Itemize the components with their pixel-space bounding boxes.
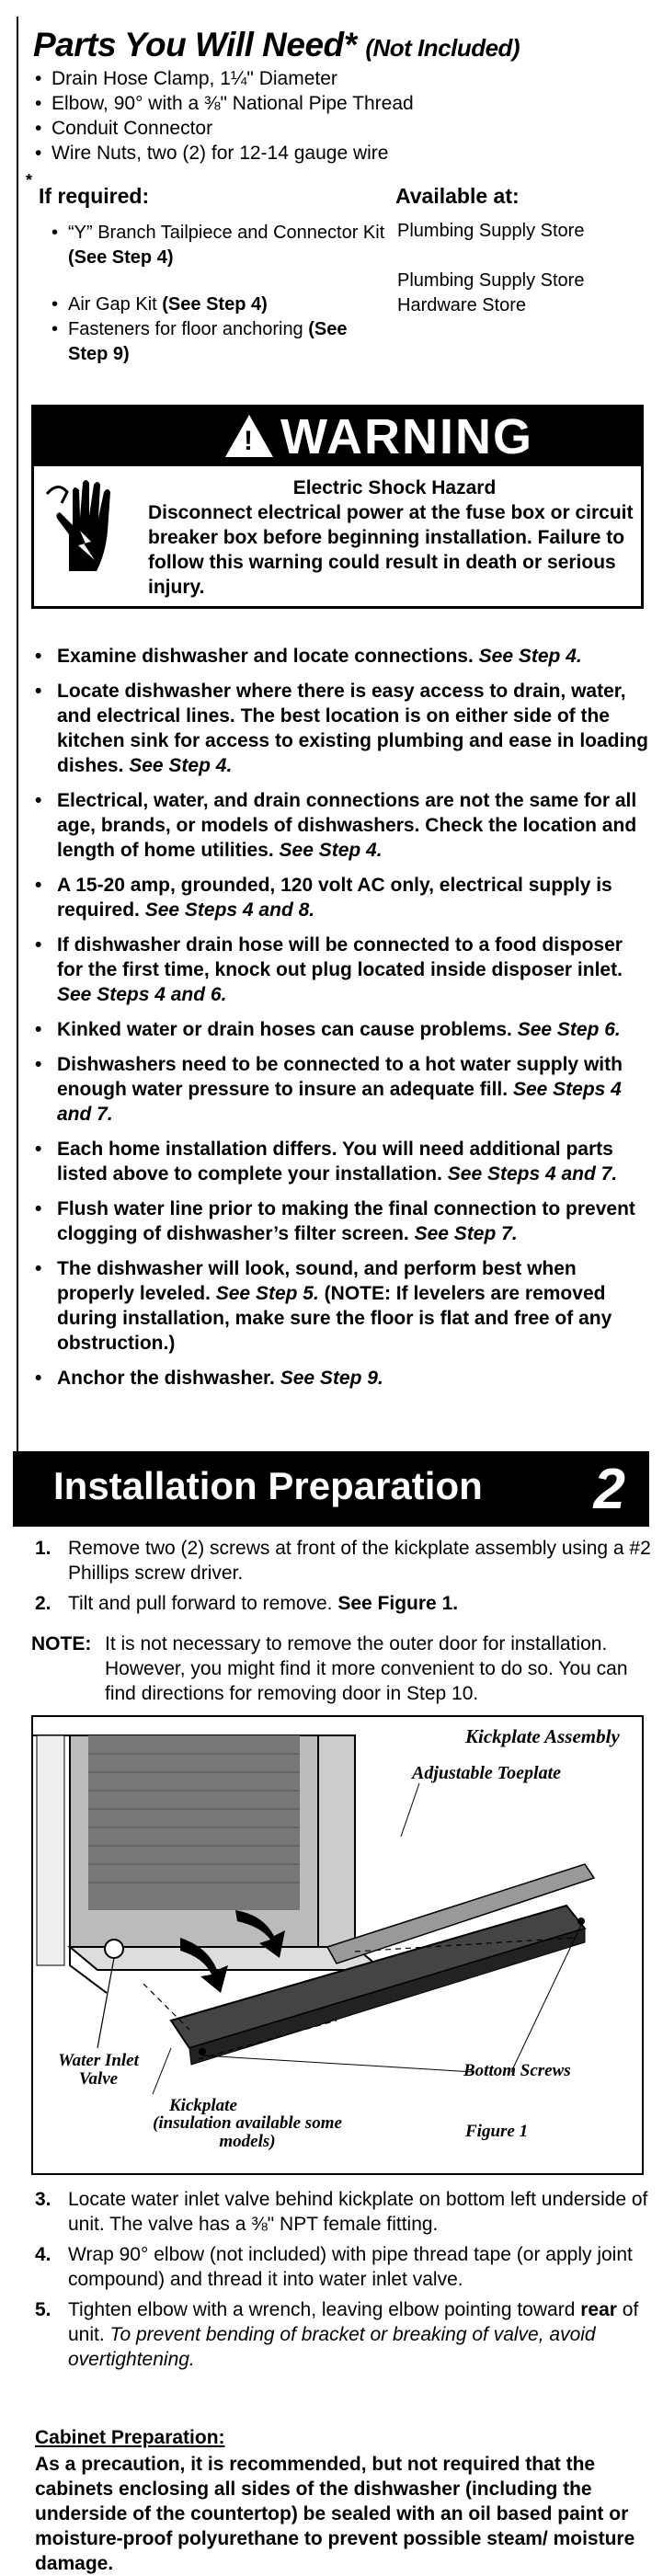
electric-shock-hand-icon: [41, 475, 133, 577]
cabinet-text: As a precaution, it is recommended, but not required that the cabinets enclosing all sides of the dishwasher (including the underside of the countertop) be sealed with an oil based paint or moisture-proof polyurethane to prevent possible steam/ moisture damage.: [35, 2454, 635, 2574]
step-number: 2.: [35, 1593, 51, 1614]
step-emphasis: rear: [580, 2299, 617, 2320]
parts-title-suffix: (Not Included): [365, 34, 520, 62]
prep-step: [31, 2242, 653, 2292]
checklist-text: Kinked water or drain hoses can cause problems.: [57, 1019, 512, 1040]
store-label: Hardware Store: [397, 295, 527, 315]
step-reference: See Steps 4 and 6.: [57, 984, 227, 1005]
step-reference: See Step 5.: [215, 1283, 319, 1304]
step-reference: See Steps 4 and 7.: [447, 1163, 618, 1185]
section-number: 2: [593, 1458, 625, 1521]
parts-title-text: Parts You Will Need*: [33, 26, 357, 63]
asterisk-mark: *: [26, 171, 33, 189]
checklist-item: [31, 1017, 653, 1042]
checklist-text: Each home installation differs. You will need additional parts listed above to complete your installation.: [57, 1139, 613, 1185]
step-number: 3.: [35, 2189, 51, 2210]
prep-step: [31, 1536, 653, 1586]
step-reference: See Step 7.: [414, 1223, 518, 1244]
required-list: [48, 221, 388, 367]
kickplate-note-label: (insulation available some models): [153, 2113, 342, 2151]
checklist-text: Locate dishwasher where there is easy access to drain, water, and electrical lines. The best location is on either side of the kitchen sink for access to existing plumbing and ease in loading dishes.: [57, 681, 648, 776]
checklist-item: [31, 933, 653, 1007]
prep-step: [31, 2297, 653, 2372]
warning-body: [148, 475, 641, 600]
bottom-screws-label: Bottom Screws: [463, 2061, 571, 2080]
store-label: Plumbing Supply Store: [397, 270, 585, 291]
prep-steps-continued: [31, 2187, 653, 2377]
parts-list: [33, 66, 414, 166]
checklist-note: (NOTE: If levelers are removed during installation, make sure the floor is flat and free of any obstruction.): [57, 1283, 612, 1354]
section-banner: [13, 1451, 649, 1527]
figure-caption: Figure 1: [465, 2122, 529, 2141]
note-text: It is not necessary to remove the outer door for installation. However, you might find it more convenient to do so. You can find directions for removing door in Step 10.: [105, 1633, 628, 1704]
prep-step: [31, 2187, 653, 2237]
required-item-ref: (See Step 4): [68, 247, 174, 268]
checklist-text: Electrical, water, and drain connections are not the same for all age, brands, or models of dishwashers. Check the location and length of home utilities.: [57, 790, 637, 861]
required-item: [48, 221, 388, 270]
if-required-heading-text: If required:: [39, 184, 150, 208]
if-required-heading: [26, 171, 150, 209]
step-caution: To prevent bending of bracket or breaking of valve, avoid overtightening.: [68, 2324, 596, 2370]
warning-box: [31, 405, 644, 609]
required-item: [48, 292, 388, 317]
figure-reference: See Figure 1.: [337, 1593, 459, 1614]
required-item-text: Fasteners for floor anchoring: [68, 319, 303, 339]
exclamation-icon: !: [244, 426, 253, 456]
step-reference: See Steps 4 and 8.: [144, 899, 315, 921]
required-item: [48, 317, 388, 367]
step-reference: See Step 4.: [279, 840, 383, 861]
checklist-item: [31, 873, 653, 922]
step-text: Tilt and pull forward to remove.: [68, 1593, 333, 1614]
step-text: Wrap 90° elbow (not included) with pipe thread tape (or apply joint compound) and thread it into water inlet valve.: [68, 2244, 633, 2290]
step-reference: See Step 4.: [129, 755, 233, 776]
available-at-heading: Available at:: [395, 184, 520, 208]
note-label: NOTE:: [31, 1633, 92, 1654]
warning-text: Disconnect electrical power at the fuse box or circuit breaker box before beginning installation. Failure to follow this warning could result in death or serious injury.: [148, 502, 634, 598]
adjustable-toeplate-label: Adjustable Toeplate: [412, 1763, 562, 1783]
kickplate-label: Kickplate: [169, 2096, 237, 2115]
required-item-text: Air Gap Kit: [68, 294, 157, 315]
required-item-text: “Y” Branch Tailpiece and Connector Kit: [68, 223, 385, 243]
checklist-text: If dishwasher drain hose will be connected to a food disposer for the first time, knock out plug located inside disposer inlet.: [57, 934, 623, 980]
warning-subheading: Electric Shock Hazard: [292, 477, 497, 498]
step-number: 4.: [35, 2244, 51, 2265]
checklist-text: Flush water line prior to making the final connection to prevent clogging of dishwasher’s filter screen.: [57, 1198, 635, 1244]
figure-1: [31, 1715, 644, 2175]
step-text: Tighten elbow with a wrench, leaving elbow pointing toward: [68, 2299, 576, 2320]
water-inlet-valve-label: Water Inlet Valve: [58, 2051, 139, 2089]
note: [31, 1631, 653, 1706]
margin-rule: [17, 17, 18, 1451]
step-text: of unit.: [68, 2299, 639, 2345]
prep-step: [31, 1591, 653, 1616]
warning-heading: WARNING: [280, 409, 533, 464]
checklist-text: Examine dishwasher and locate connections.: [57, 646, 474, 667]
step-reference: See Step 4.: [478, 646, 582, 667]
cabinet-heading: Cabinet Preparation:: [35, 2427, 225, 2448]
checklist-item: [31, 788, 653, 863]
step-reference: See Step 9.: [280, 1368, 383, 1389]
parts-title: [33, 26, 520, 64]
warning-header: [34, 407, 641, 466]
kickplate-assembly-label: Kickplate Assembly: [465, 1725, 620, 1747]
required-item-ref: (See Step 4): [162, 294, 268, 315]
checklist: [31, 644, 653, 1401]
checklist-item: [31, 644, 653, 669]
step-number: 5.: [35, 2299, 51, 2320]
step-number: 1.: [35, 1538, 51, 1559]
checklist-item: [31, 1052, 653, 1127]
step-text: Locate water inlet valve behind kickplate on bottom left underside of unit. The valve has a ⅜" NPT female fitting.: [68, 2189, 648, 2235]
checklist-item: [31, 679, 653, 778]
parts-item: • Conduit Connector: [33, 116, 414, 141]
parts-item: • Drain Hose Clamp, 1¼" Diameter: [33, 66, 414, 91]
checklist-item: [31, 1256, 653, 1356]
checklist-text: The dishwasher will look, sound, and perform best when properly leveled.: [57, 1258, 577, 1304]
store-label: Plumbing Supply Store: [397, 221, 585, 241]
kickplate-illustration: [33, 1717, 642, 2173]
step-reference: See Steps 4 and 7.: [57, 1079, 622, 1125]
required-item-ref: (See Step 9): [68, 319, 348, 364]
step-reference: See Step 6.: [517, 1019, 621, 1040]
parts-item: • Wire Nuts, two (2) for 12-14 gauge wire: [33, 141, 414, 166]
checklist-item: [31, 1196, 653, 1246]
checklist-item: [31, 1366, 653, 1391]
checklist-item: [31, 1137, 653, 1186]
parts-item: • Elbow, 90° with a ⅜" National Pipe Thread: [33, 91, 414, 116]
step-text: Remove two (2) screws at front of the kickplate assembly using a #2 Phillips screw driver.: [68, 1538, 651, 1584]
checklist-text: Anchor the dishwasher.: [57, 1368, 275, 1389]
checklist-text: Dishwashers need to be connected to a hot water supply with enough water pressure to insure an adequate fill.: [57, 1054, 623, 1100]
section-title: Installation Preparation: [53, 1464, 483, 1507]
checklist-text: A 15-20 amp, grounded, 120 volt AC only, electrical supply is required.: [57, 875, 612, 921]
prep-steps: [31, 1536, 653, 1621]
